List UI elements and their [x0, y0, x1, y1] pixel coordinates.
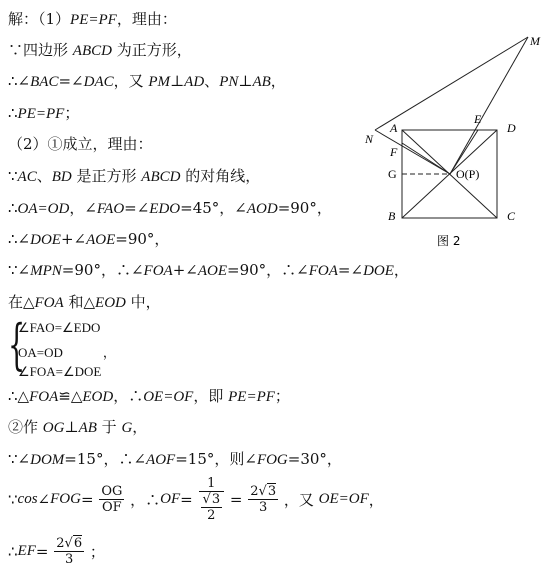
denominator: 2	[207, 508, 216, 523]
math: G	[121, 420, 133, 436]
text: OA=OD	[18, 345, 63, 360]
text: +∠	[60, 230, 87, 248]
line-3	[8, 72, 286, 91]
text: ，∴	[113, 387, 144, 405]
math: DOM	[30, 452, 65, 468]
math: DOE	[363, 263, 394, 279]
fraction-2sqrt6-over-3	[54, 536, 84, 567]
geometry-figure	[360, 30, 555, 255]
text: 为正方形，	[111, 41, 192, 59]
segment-fo	[402, 143, 450, 174]
numerator: 2√6	[56, 536, 83, 551]
text: +∠	[172, 261, 198, 279]
text: =30°，	[287, 450, 342, 468]
text: =	[229, 490, 243, 509]
text: ，∴	[130, 491, 161, 509]
line-9	[8, 261, 409, 280]
math: PN	[219, 74, 239, 90]
text: =	[35, 542, 49, 561]
math: FOA	[143, 263, 173, 279]
label-d: D	[507, 121, 516, 135]
line-7	[8, 199, 332, 218]
line-2	[8, 41, 192, 60]
text: ∴	[8, 199, 18, 217]
label-m: M	[530, 34, 540, 48]
math: FOA	[29, 389, 59, 405]
text: ⊥	[238, 72, 253, 90]
text: ∵	[8, 490, 18, 509]
text: ，又	[113, 72, 149, 90]
text: ∵∠	[8, 261, 31, 279]
numerator: 2√3	[250, 484, 277, 499]
math: FOA	[308, 263, 338, 279]
nested-fraction	[201, 492, 223, 523]
text: 、	[36, 167, 52, 185]
text: 于	[96, 418, 122, 436]
math: FAO	[96, 201, 125, 217]
line-8	[8, 230, 169, 249]
math: EF	[17, 543, 36, 559]
line-1	[8, 10, 177, 29]
math: AC	[17, 169, 37, 185]
system-row-1: ∠FAO=∠EDO	[18, 320, 101, 335]
text: =45°，∠	[180, 199, 247, 217]
fraction-og-of	[99, 484, 124, 515]
numerator: √3	[202, 492, 221, 507]
text: ，	[102, 345, 116, 360]
line-6	[8, 167, 260, 186]
math: MPN	[30, 263, 62, 279]
label-a: A	[390, 121, 398, 135]
radicand: 3	[211, 492, 221, 507]
math: AOF	[146, 452, 176, 468]
text: ，又	[283, 491, 319, 509]
radicand: 3	[267, 484, 277, 499]
line-12	[8, 418, 147, 437]
math: PE=PF	[228, 389, 275, 405]
label-o-p: O(P)	[456, 167, 480, 181]
math: OG	[42, 420, 65, 436]
line-n-o	[375, 130, 450, 174]
text: ∠	[37, 490, 51, 509]
line-11	[8, 387, 290, 406]
text: ≌△	[58, 387, 83, 405]
text: ，	[368, 491, 384, 509]
text: =90°，∴∠	[227, 261, 309, 279]
text: ∵∠	[8, 450, 31, 468]
fraction-2sqrt3-over-3	[248, 484, 278, 515]
text: ；	[274, 387, 290, 405]
text: ∵	[8, 167, 18, 185]
text: ，即	[193, 387, 229, 405]
label-g: G	[388, 167, 397, 181]
line-15	[8, 536, 105, 567]
math: PM	[148, 74, 171, 90]
math: FOG	[256, 452, 288, 468]
denominator: 3	[65, 552, 74, 567]
math: ABCD	[72, 43, 112, 59]
text: ，∠	[69, 199, 97, 217]
math: EOD	[82, 389, 114, 405]
coefficient: 2	[250, 484, 259, 499]
math: PE=PF	[17, 106, 65, 122]
text: ，	[270, 72, 286, 90]
text: =15°，则∠	[175, 450, 257, 468]
coefficient: 2	[56, 536, 65, 551]
numerator: OG	[101, 484, 123, 499]
text: 、	[204, 72, 220, 90]
math: FOG	[50, 491, 81, 507]
text: ；	[89, 543, 105, 561]
math: OF	[160, 491, 181, 507]
math: AOE	[197, 263, 228, 279]
line-4	[8, 104, 79, 123]
math: DAC	[83, 74, 114, 90]
label-n: N	[365, 132, 374, 146]
line-13	[8, 450, 342, 469]
text: ，理由：	[116, 10, 177, 28]
math: AB	[252, 74, 271, 90]
line-10	[8, 293, 161, 312]
math: OE=OF	[143, 389, 194, 405]
left-brace: {	[8, 313, 26, 376]
label-f: F	[390, 145, 398, 159]
text: 和△	[63, 293, 96, 311]
text: ∴∠	[8, 72, 31, 90]
text: 的对角线，	[180, 167, 261, 185]
text: =∠	[58, 72, 84, 90]
text: 中，	[125, 293, 161, 311]
text: =	[80, 490, 94, 509]
text: 在△	[8, 293, 35, 311]
math: AB	[78, 420, 97, 436]
text: =15°，∴∠	[64, 450, 147, 468]
text: =∠	[124, 199, 150, 217]
text: ∵四边形	[8, 41, 73, 59]
figure-caption: 图 2	[437, 234, 461, 248]
text: =90°，	[115, 230, 170, 248]
text: =90°，	[277, 199, 332, 217]
line-5	[8, 135, 153, 153]
math: PE=PF	[70, 12, 117, 28]
math: AOE	[86, 232, 116, 248]
text: ∴△	[8, 387, 30, 405]
numerator: 1	[199, 476, 225, 492]
text: ；	[64, 104, 80, 122]
line-nm	[375, 37, 528, 130]
math: OE=OF	[318, 491, 369, 507]
text: ⊥	[64, 418, 79, 436]
label-e: E	[474, 112, 482, 126]
denominator: OF	[101, 500, 122, 515]
denominator: 3	[259, 500, 268, 515]
text: =90°，∴∠	[61, 261, 144, 279]
math: BAC	[30, 74, 59, 90]
text: ∴	[8, 104, 18, 122]
text: ②作	[8, 418, 43, 436]
system-row-2	[18, 342, 116, 361]
denominator	[199, 492, 225, 523]
label-b: B	[388, 209, 396, 223]
math: OA=OD	[17, 201, 70, 217]
text: （2）①成立，理由：	[8, 135, 153, 153]
math: ABCD	[141, 169, 181, 185]
text: ∴∠	[8, 230, 31, 248]
text: 解：（1）	[8, 10, 71, 28]
system-row-3: ∠FOA=∠DOE	[18, 364, 102, 379]
label-c: C	[507, 209, 516, 223]
text: ，	[393, 261, 409, 279]
math: BD	[51, 169, 72, 185]
text: =∠	[337, 261, 364, 279]
radicand: 6	[73, 536, 83, 551]
math: AOD	[246, 201, 278, 217]
math: AD	[184, 74, 205, 90]
text: ⊥	[170, 72, 185, 90]
math: DOE	[30, 232, 61, 248]
math: EOD	[95, 295, 126, 311]
math: FOA	[34, 295, 64, 311]
text: ，	[132, 418, 148, 436]
text: ∴	[8, 542, 18, 561]
fraction-one-over-sqrt3-half	[199, 476, 225, 523]
text: =	[180, 490, 193, 509]
line-m-o	[450, 37, 528, 174]
line-14	[8, 476, 384, 523]
math: EDO	[149, 201, 181, 217]
text: 是正方形	[71, 167, 142, 185]
math: cos	[17, 491, 38, 507]
